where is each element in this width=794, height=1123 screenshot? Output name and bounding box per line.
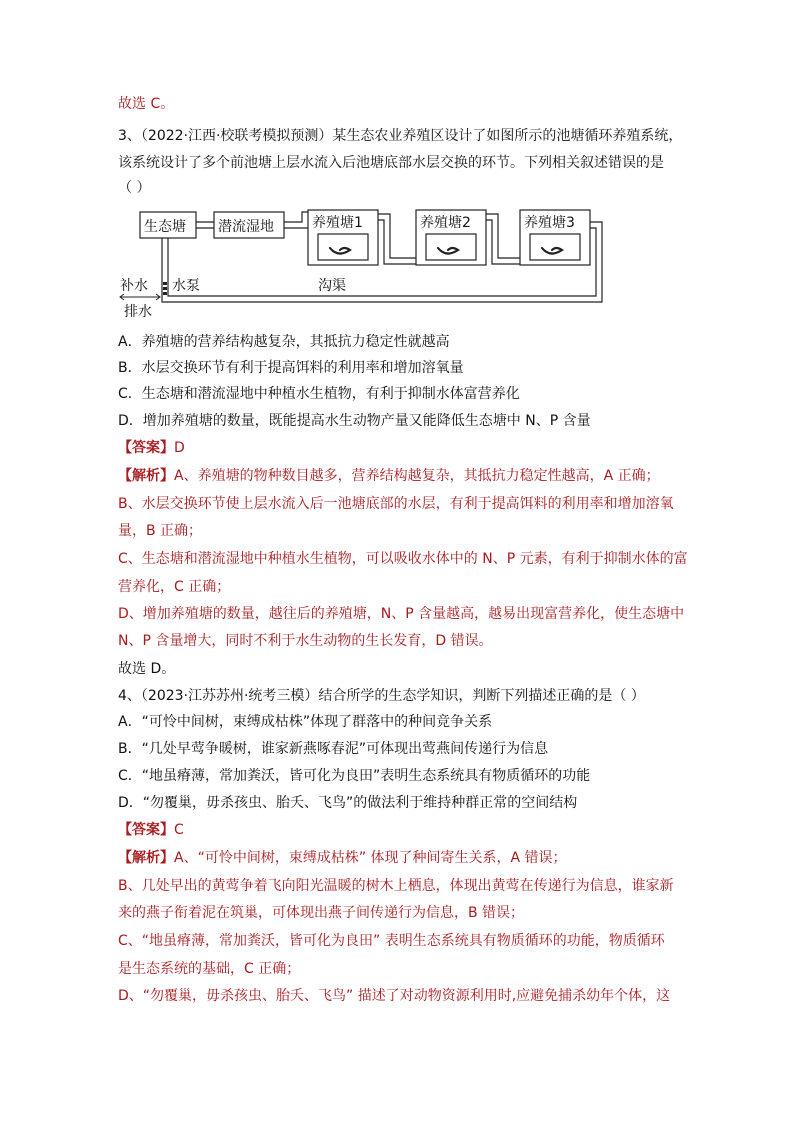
answer-value: D <box>174 440 185 456</box>
analysis-text: A、养殖塘的物种数目越多，营养结构越复杂，其抵抗力稳定性越高，A 正确； <box>174 468 660 484</box>
q4-analysis-d1: D、“勿覆巢，毋杀孩虫、胎夭、飞鸟” 描述了对动物资源利用时,应避免捕杀幼年个体，这 <box>118 988 671 1004</box>
analysis-tag: 【解析】 <box>118 468 174 484</box>
answer-value: C <box>174 822 184 838</box>
wetland-label: 潜流湿地 <box>218 219 274 235</box>
pond1-label: 养殖塘1 <box>312 215 363 231</box>
q3-answer <box>118 438 678 458</box>
pond3-label: 养殖塘3 <box>524 215 575 231</box>
q4-option-b: B．“几处早莺争暖树，谁家新燕啄春泥”可体现出莺燕间传递行为信息 <box>118 741 549 757</box>
answer-tag: 【答案】 <box>118 440 174 456</box>
q3-option-a: A．养殖塘的营养结构越复杂，其抵抗力稳定性就越高 <box>118 334 450 350</box>
q3-stem-line2: 该系统设计了多个前池塘上层水流入后池塘底部水层交换的环节。下列相关叙述错误的是 <box>118 155 664 171</box>
q4-analysis-b1: B、几处早出的黄莺争着飞向阳光温暖的树木上栖息，体现出黄莺在传递行为信息，谁家新 <box>118 878 674 894</box>
analysis-text: A、“可怜中间树，束缚成枯株” 体现了种间寄生关系，A 错误； <box>174 850 567 866</box>
q3-analysis-b1: B、水层交换环节使上层水流入后一池塘底部的水层，有利于提高饵料的利用率和增加溶氧 <box>118 496 674 512</box>
q3-answer-blank: （ ） <box>118 180 151 196</box>
pond2-label: 养殖塘2 <box>420 215 471 231</box>
q4-analysis-b2: 来的燕子衔着泥在筑巢，可体现出燕子间传递行为信息，B 错误； <box>118 905 525 921</box>
q3-analysis-a <box>118 466 678 486</box>
pond-system-diagram <box>118 200 618 330</box>
q3-analysis-d1: D、增加养殖塘的数量，越往后的养殖塘，N、P 含量越高，越易出现富营养化，使生态塘中 <box>118 606 685 622</box>
ecology-pond-label: 生态塘 <box>144 219 186 235</box>
q4-answer <box>118 820 678 840</box>
q3-stem-line1: 3、（2022·江西·校联考模拟预测）某生态农业养殖区设计了如图所示的池塘循环养殖系统， <box>118 128 683 144</box>
q3-option-c: C．生态塘和潜流湿地中种植水生植物，有利于抑制水体富营养化 <box>118 386 520 402</box>
q4-analysis-c1: C、“地虽瘠薄，常加粪沃，皆可化为良田” 表明生态系统具有物质循环的功能，物质循环 <box>118 933 665 949</box>
ditch-label: 沟渠 <box>318 278 346 294</box>
q4-option-d: D．“勿覆巢，毋杀孩虫、胎夭、飞鸟”的做法利于维持种群正常的空间结构 <box>118 795 578 811</box>
q3-conclusion: 故选 D。 <box>118 661 176 677</box>
drain-label: 排水 <box>124 304 152 320</box>
q2-conclusion: 故选 C。 <box>118 96 175 112</box>
q3-option-b: B．水层交换环节有利于提高饵料的利用率和增加溶氧量 <box>118 360 464 376</box>
answer-tag: 【答案】 <box>118 822 174 838</box>
q4-analysis-c2: 是生态系统的基础，C 正确； <box>118 961 301 977</box>
q3-analysis-b2: 量，B 正确； <box>118 523 203 539</box>
q4-option-a: A．“可怜中间树，束缚成枯株”体现了群落中的种间竞争关系 <box>118 714 493 730</box>
q4-analysis-a <box>118 848 678 868</box>
q3-analysis-c2: 营养化，C 正确； <box>118 579 231 595</box>
pump-label: 水泵 <box>172 278 200 294</box>
q3-analysis-d2: N、P 含量增大，同时不利于水生动物的生长发育，D 错误。 <box>118 633 493 649</box>
q4-stem: 4、（2023·江苏苏州·统考三模）结合所学的生态学知识，判断下列描述正确的是（ ） <box>118 688 645 704</box>
q3-option-d: D．增加养殖塘的数量，既能提高水生动物产量又能降低生态塘中 N、P 含量 <box>118 413 591 429</box>
q4-option-c: C．“地虽瘠薄，常加粪沃，皆可化为良田”表明生态系统具有物质循环的功能 <box>118 768 591 784</box>
q3-analysis-c1: C、生态塘和潜流湿地中种植水生植物，可以吸收水体中的 N、P 元素，有利于抑制水体的富 <box>118 551 688 567</box>
refill-label: 补水 <box>120 278 148 294</box>
analysis-tag: 【解析】 <box>118 850 174 866</box>
